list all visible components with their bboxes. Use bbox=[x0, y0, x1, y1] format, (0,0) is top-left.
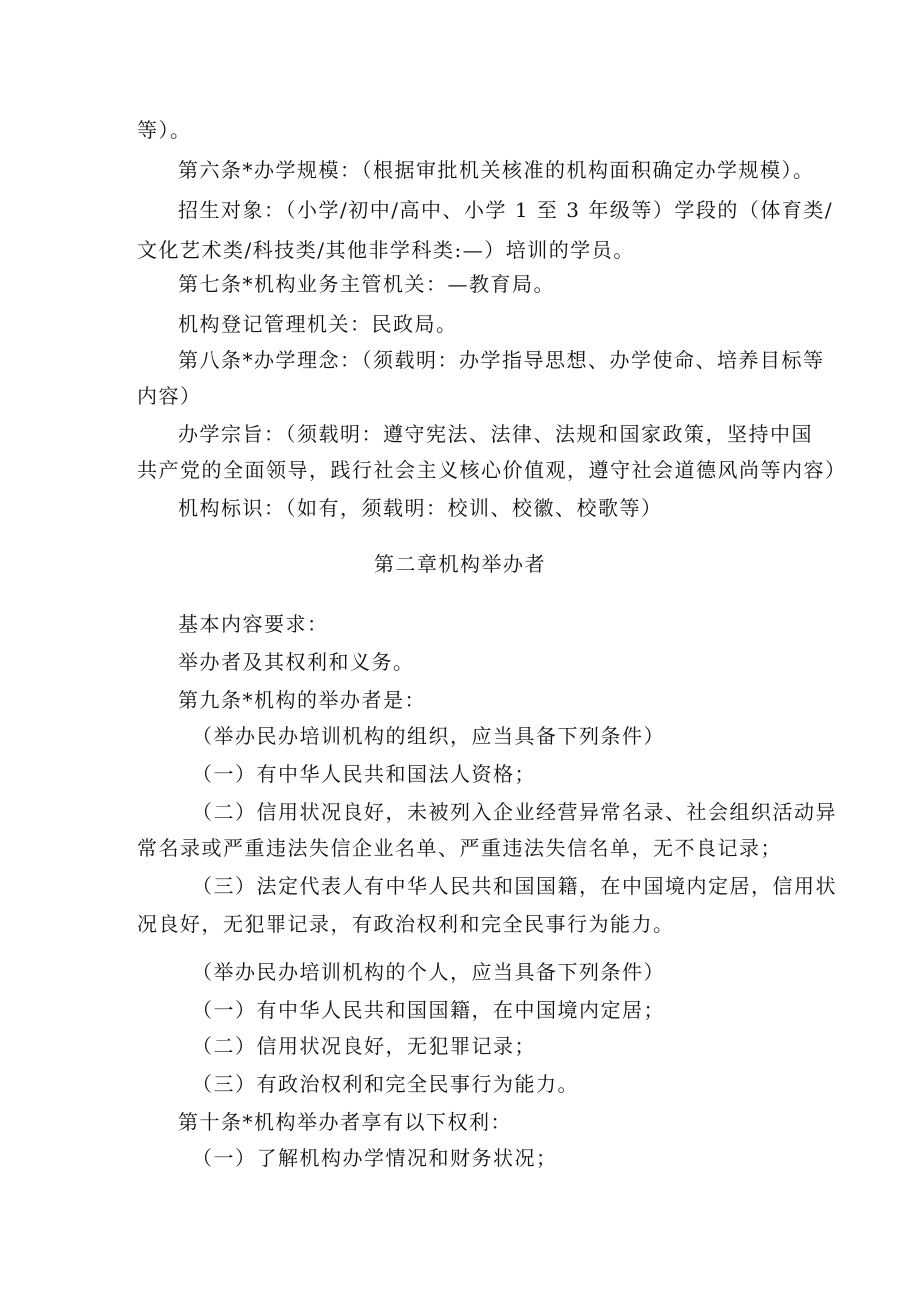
text-line: （一）有中华人民共和国法人资格； bbox=[192, 762, 536, 786]
text-line: 共产党的全面领导，践行社会主义核心价值观，遵守社会道德风尚等内容） bbox=[137, 458, 847, 482]
text-line: （二）信用状况良好，未被列入企业经营异常名录、社会组织活动异 bbox=[192, 800, 837, 824]
text-line: （二）信用状况良好，无犯罪记录； bbox=[192, 1034, 536, 1058]
text-line: （一）了解机构办学情况和财务状况； bbox=[192, 1146, 558, 1170]
text-line: （三）有政治权利和完全民事行为能力。 bbox=[192, 1072, 579, 1096]
text-line: （三）法定代表人有中华人民共和国国籍，在中国境内定居，信用状 bbox=[192, 874, 837, 898]
article-10-line: 第十条*机构举办者享有以下权利： bbox=[178, 1110, 512, 1134]
text-line: 办学宗旨：（须载明：遵守宪法、法律、法规和国家政策，坚持中国 bbox=[178, 422, 813, 446]
text-line: 等）。 bbox=[137, 118, 192, 142]
text-line: 招生对象：（小学/初中/高中、小学 1 至 3 年级等）学段的（体育类/ bbox=[178, 198, 834, 222]
text-line: 基本内容要求： bbox=[178, 612, 329, 636]
article-7-line: 第七条*机构业务主管机关：—教育局。 bbox=[178, 272, 555, 296]
text-line: 机构登记管理机关：民政局。 bbox=[178, 312, 458, 336]
text-line: （一）有中华人民共和国国籍，在中国境内定居； bbox=[192, 998, 665, 1022]
chapter-2-heading: 第二章机构举办者 bbox=[374, 552, 546, 576]
article-8-line: 第八条*办学理念：（须载明：办学指导思想、办学使命、培养目标等 bbox=[178, 348, 825, 372]
text-line: 举办者及其权利和义务。 bbox=[178, 650, 415, 674]
text-line: 常名录或严重违法失信企业名单、严重违法失信名单，无不良记录； bbox=[137, 836, 782, 860]
text-line: （举办民办培训机构的个人，应当具备下列条件） bbox=[192, 960, 665, 984]
text-line: 内容） bbox=[137, 384, 202, 408]
text-line: 机构标识：（如有，须载明：校训、校徽、校歌等） bbox=[178, 496, 663, 520]
text-line: （举办民办培训机构的组织，应当具备下列条件） bbox=[192, 724, 665, 748]
text-line: 况良好，无犯罪记录，有政治权利和完全民事行为能力。 bbox=[137, 912, 675, 936]
article-9-line: 第九条*机构的举办者是： bbox=[178, 688, 426, 712]
article-6-line: 第六条*办学规模：（根据审批机关核准的机构面积确定办学规模）。 bbox=[178, 158, 815, 182]
text-line: 文化艺术类/科技类/其他非学科类:—）培训的学员。 bbox=[137, 238, 635, 262]
